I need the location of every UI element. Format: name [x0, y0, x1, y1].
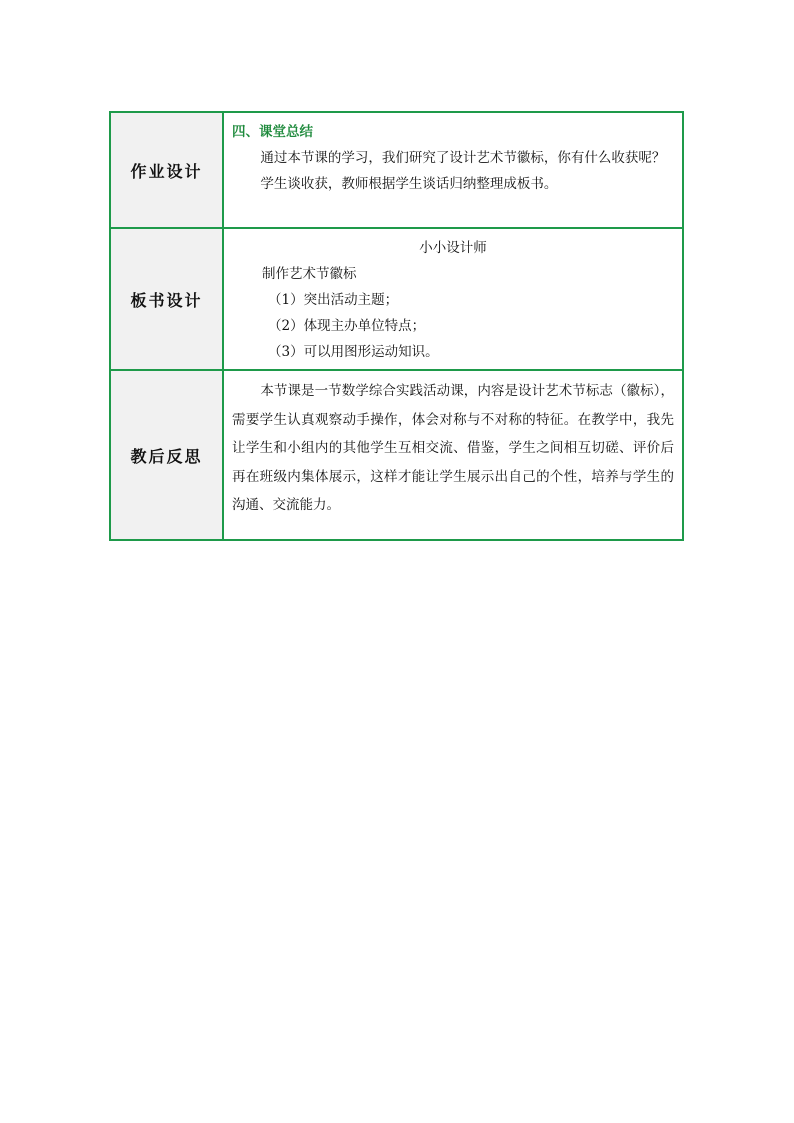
board-content [223, 228, 683, 370]
row-label-reflection: 教后反思 [110, 370, 223, 540]
table-row-board [110, 228, 683, 370]
homework-paragraph-2: 学生谈收获，教师根据学生谈话归纳整理成板书。 [260, 176, 558, 192]
row-label-homework: 作业设计 [110, 112, 223, 228]
homework-content [223, 112, 683, 228]
board-item-2: （2）体现主办单位特点； [268, 318, 426, 334]
row-label-board: 板书设计 [110, 228, 223, 370]
board-subtitle: 制作艺术节徽标 [262, 266, 357, 282]
board-title: 小小设计师 [419, 240, 487, 256]
section-heading: 四、课堂总结 [232, 124, 313, 140]
board-item-3: （3）可以用图形运动知识。 [268, 344, 439, 360]
homework-paragraph-1: 通过本节课的学习，我们研究了设计艺术节徽标，你有什么收获呢？ [260, 150, 666, 166]
reflection-content [223, 370, 683, 540]
lesson-plan-table [109, 111, 684, 541]
table-row-homework [110, 112, 683, 228]
board-item-1: （1）突出活动主题； [268, 292, 399, 308]
table-row-reflection [110, 370, 683, 540]
reflection-text: 本节课是一节数学综合实践活动课，内容是设计艺术节标志（徽标），需要学生认真观察动手操作，体会对称与不对称的特征。在教学中，我先让学生和小组内的其他学生互相交流、借鉴，学生之间相互切磋、评价后再在班级内集体展示，这样才能让学生展示出自己的个性，培养与学生的沟通、交流能力。 [232, 383, 674, 513]
